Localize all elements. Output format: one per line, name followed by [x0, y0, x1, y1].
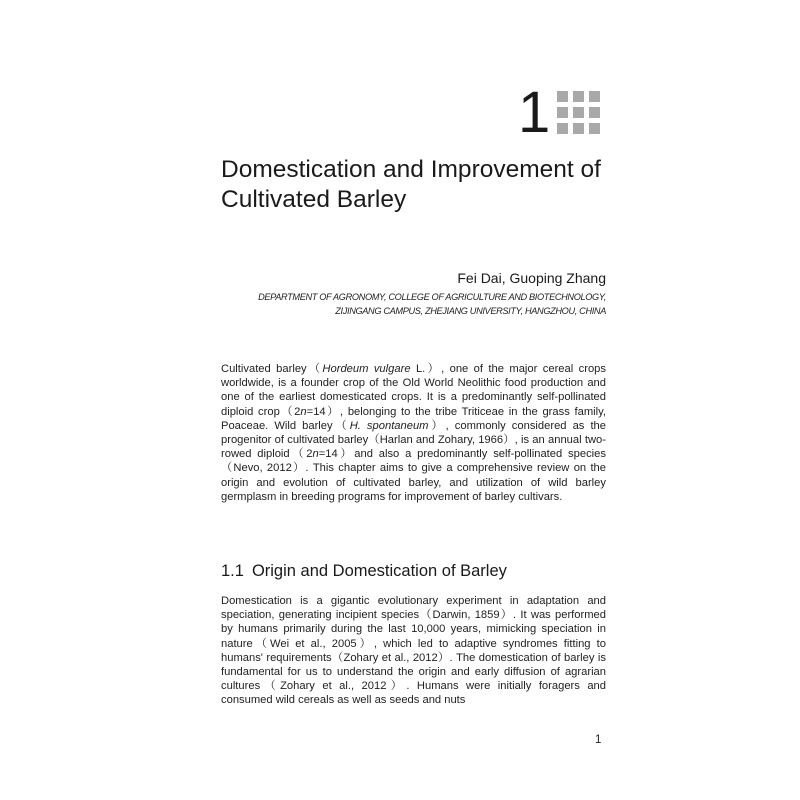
- math-var: n: [300, 405, 307, 418]
- intro-paragraph: [221, 362, 606, 504]
- author-names: Fei Dai, Guoping Zhang: [457, 270, 606, 286]
- chapter-title: [221, 155, 621, 215]
- grid-square: [573, 123, 584, 134]
- section-paragraph: [221, 594, 606, 708]
- section-number: 1.1: [221, 562, 244, 580]
- text-run: =14）, belonging to the tribe Triticeae in the grass family, Poaceae. Wild barley（: [221, 405, 606, 432]
- grid-square: [589, 107, 600, 118]
- grid-square: [573, 107, 584, 118]
- grid-square: [589, 91, 600, 102]
- section-heading: [221, 561, 507, 581]
- species-name: H. spontaneum: [349, 419, 429, 432]
- species-name: Hordeum vulgare: [322, 363, 411, 375]
- grid-square: [557, 91, 568, 102]
- affiliation-line1: DEPARTMENT OF AGRONOMY, COLLEGE OF AGRICULTURE AND BIOTECHNOLOGY,: [258, 292, 606, 302]
- text-run: Cultivated barley（: [221, 363, 323, 375]
- section-body: Domestication is a gigantic evolutionary experiment in adaptation and speciation, generating incipient species（Darwin, 1859）. It was performed by humans primarily during the last 10,000 years, mimicking speciation in nature（Wei et al., 2005）, which led to adaptive syndromes fitting to humans' requirements（Zohary et al., 2012）. The domestication of barley is fundamental for us to understand the origin and early diffusion of agrarian cultures（Zohary et al., 2012）. Humans were initially foragers and consumed wild cereals as well as seeds and nuts: [221, 595, 606, 707]
- page-number: 1: [595, 734, 602, 746]
- section-title: Origin and Domestication of Barley: [251, 562, 507, 580]
- chapter-title-line2: Cultivated Barley: [221, 186, 407, 213]
- chapter-number: 1: [518, 80, 551, 145]
- text-run: =14）and also a predominantly self-pollinated species（Nevo, 2012）. This chapter aims to give a comprehensive review on the origin and evolution of cultivated barley, and utilization of wild barley germplasm in breeding programs for improvement of barley cultivars.: [221, 448, 606, 503]
- grid-square: [557, 107, 568, 118]
- author-affiliation: [210, 290, 606, 318]
- grid-square: [557, 123, 568, 134]
- text-run: L.）, one of the major cereal crops worldwide, is a founder crop of the Old World Neolithic food production and one of the earliest domesticated crops. It is a predominantly self-pollinated diploid crop（2: [221, 363, 606, 418]
- grid-3x3-icon: [557, 91, 600, 134]
- math-var: n: [312, 448, 319, 461]
- chapter-title-line1: Domestication and Improvement of: [221, 156, 601, 183]
- grid-square: [573, 91, 584, 102]
- text-run: ）, commonly considered as the progenitor of cultivated barley（Harlan and Zohary, 1966）, is an annual two-rowed diploid（2: [221, 419, 606, 461]
- affiliation-line2: ZIJINGANG CAMPUS, ZHEJIANG UNIVERSITY, HANGZHOU, CHINA: [335, 306, 606, 316]
- grid-square: [589, 123, 600, 134]
